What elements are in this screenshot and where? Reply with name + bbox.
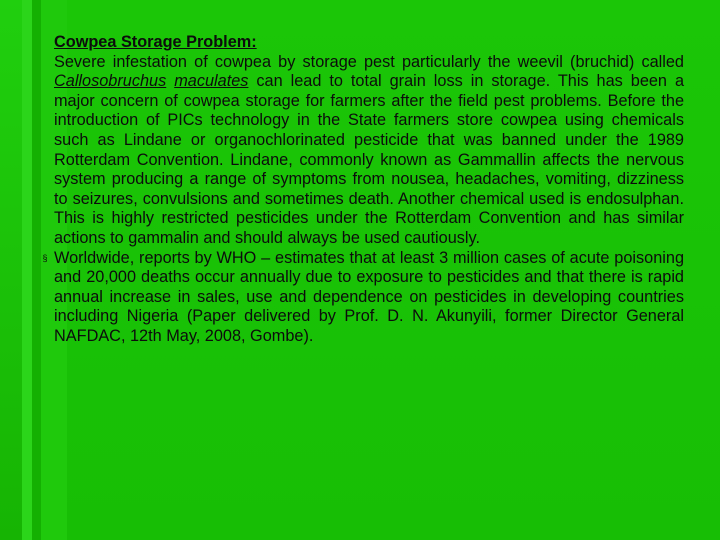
paragraph-body: Worldwide, reports by WHO – estimates that at least 3 million cases of acute poisoning and 20,000 deaths occur annually due to exposure to pesticides and that there is rapid annual increase in sales, use and dependence on pesticides in developing countries including Nigeria (Paper delivered by Prof. D. N. Akunyili, former Director General NAFDAC, 12th May, 2008, Gombe). xyxy=(54,248,684,345)
slide-text-block xyxy=(36,33,684,347)
paragraph-body xyxy=(54,33,684,249)
paragraph-who-estimates xyxy=(36,249,684,347)
species-genus: Callosobruchus xyxy=(54,72,167,91)
slide-heading: Cowpea Storage Problem: xyxy=(54,33,257,51)
paragraph-text xyxy=(54,53,684,249)
paragraph-text-after: can lead to total grain loss in storage. This has been a major concern of cowpea storage for farmers after the field pest problems. Before the introduction of PICs technology in the State farmers store cowpea using chemicals such as Lindane or organochlorinated pesticide that was banned under the 1989 Rotterdam Convention. Lindane, commonly known as Gammallin affects the nervous system producing a range of symptoms from nousea, headaches, vomiting, dizziness to seizures, convulsions and sometimes death. Another chemical used is endosulphan. This is highly restricted pesticides under the Rotterdam Convention and has similar actions to gammalin and should always be used cautiously. xyxy=(54,72,684,247)
bullet-icon: § xyxy=(42,252,48,263)
species-epithet: maculates xyxy=(174,72,249,91)
paragraph-text-before: Severe infestation of cowpea by storage pest particularly the weevil (bruchid) called xyxy=(54,52,684,71)
bullet-spacer xyxy=(36,33,54,249)
paragraph-cowpea-storage xyxy=(36,33,684,249)
